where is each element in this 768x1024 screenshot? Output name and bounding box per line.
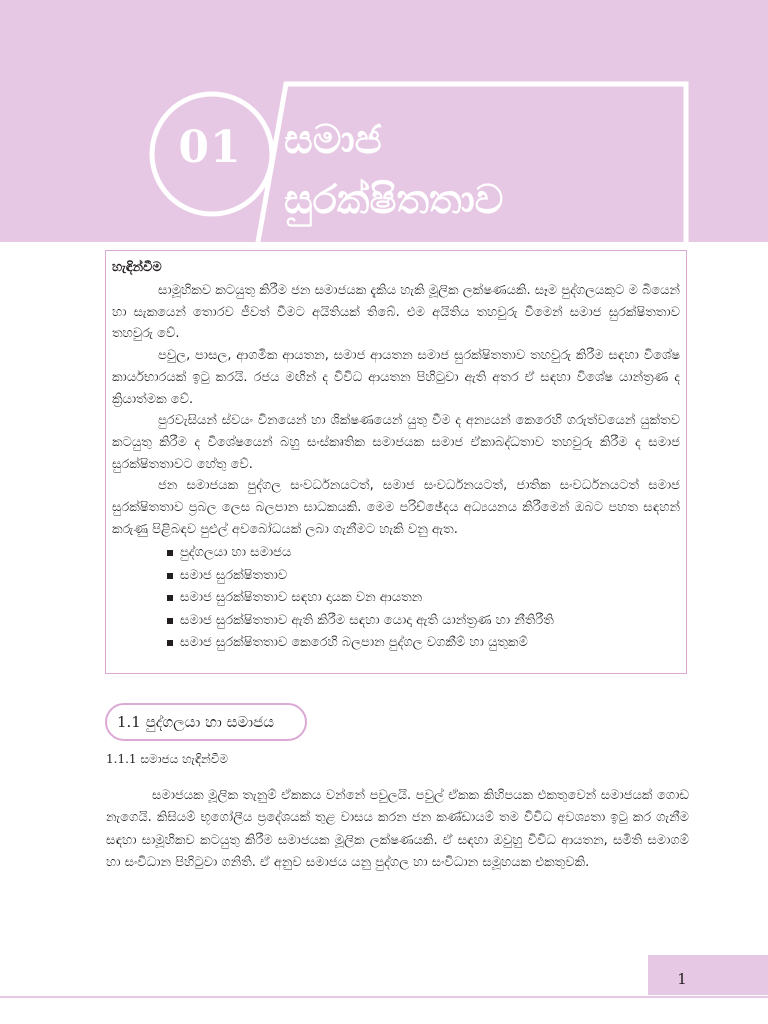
section-heading: 1.1 පුද්ගලයා හා සමාජය <box>105 703 307 741</box>
body-paragraph: සමාජයක මූලික තැනුම් ඒකකය වන්නේ පවුලයි. පවුල් ඒකක කිහිපයක එකතුවෙන් සමාජයක් ගොඩ නැගෙයි. කිසියම් භූගෝලීය ප්‍රදේශයක් තුළ වාසය කරන ජන කණ්ඩායම් තම විවිධ අවශ්‍යතා ඉටු කර ගැනීම සඳහා සාමූහිකව කටයුතු කිරීම සමාජයක මූලික ලක්ෂණයකි. ඒ සඳහා ඔවුහු විවිධ ආයතන, සමිති සමාගම් හා සංවිධාන පිහිටුවා ගනිති. ඒ අනුව සමාජය යනු පුද්ගල හා සංවිධාන සමූහයක එකතුවකි. <box>106 788 689 870</box>
subsection-heading: 1.1.1 සමාජය හැඳින්වීම <box>106 752 229 766</box>
intro-paragraph: සාමූහිකව කටයුතු කිරීම ජන සමාජයක දැකිය හැකි මූලික ලක්ෂණයකි. සෑම පුද්ගලයකුට ම බියෙන් හා සැකයෙන් තොරව ජීවත් වීමට අයිතියක් තිබේ. එම අයිතිය තහවුරු වීමෙන් සමාජ සුරක්ෂිතතාව තහවුරු වේ. <box>112 283 680 342</box>
learning-objectives-list <box>167 542 680 655</box>
intro-paragraph: ජන සමාජයක පුද්ගල සංවර්ධනයටත්, සමාජ සංවර්ධනයටත්, ජාතික සංවර්ධනයටත් සමාජ සුරක්ෂිතතාව ප්‍රබල ලෙස බලපාන සාධකයකි. මෙම පරිච්ඡේදය අධ්‍යයනය කිරීමෙන් ඔබට පහත සඳහන් කරුණු පිළිබඳව පුළුල් අවබෝධයක් ලබා ගැනීමට හැකි වනු ඇත. <box>112 478 680 537</box>
page-number: 1 <box>677 970 687 988</box>
list-item: සමාජ සුරක්ෂිතතාව ඇති කිරීම සඳහා යොදා ඇති යාන්ත්‍රණ හා නීතිරීති <box>167 610 680 633</box>
chapter-number: 01 <box>178 122 242 173</box>
chapter-title <box>284 110 664 230</box>
list-item: සමාජ සුරක්ෂිතතාව කෙරෙහි බලපාන පුද්ගල වගකීම් හා යුතුකම් <box>167 632 680 655</box>
footer-rule <box>0 996 768 998</box>
chapter-title-line2: සුරක්ෂිතතාව <box>284 176 504 223</box>
footer-band <box>648 955 768 995</box>
intro-paragraph: පුරවැසියන් ස්වයං විනයෙන් හා ශික්ෂණයෙන් යුතු වීම ද අන්‍යයන් කෙරෙහි ගරුත්වයෙන් යුක්තව කටයුතු කිරීම ද විශේෂයෙන් බහු සංස්කෘතික සමාජයක සමාජ ඒකාබද්ධතාව තහවුරු කිරීම ද සමාජ සුරක්ෂිතතාවට හේතු වේ. <box>112 413 680 472</box>
intro-paragraph: පවුල, පාසල, ආගමික ආයතන, සමාජ ආයතන සමාජ සුරක්ෂිතතාව තහවුරු කිරීම සඳහා විශේෂ කාර්යභාරයක් ඉටු කරයි. රජය මඟින් ද විවිධ ආයතන පිහිටුවා ඇති අතර ඒ සඳහා විශේෂ යාන්ත්‍රණ ද ක්‍රියාත්මක වේ. <box>112 348 680 407</box>
introduction-heading: හැඳින්වීම <box>112 260 162 275</box>
list-item: පුද්ගලයා හා සමාජය <box>167 542 680 565</box>
list-item: සමාජ සුරක්ෂිතතාව සඳහා දායක වන ආයතන <box>167 587 680 610</box>
introduction-box <box>105 250 687 674</box>
chapter-title-line1: සමාජ <box>284 116 382 163</box>
list-item: සමාජ සුරක්ෂිතතාව <box>167 565 680 588</box>
